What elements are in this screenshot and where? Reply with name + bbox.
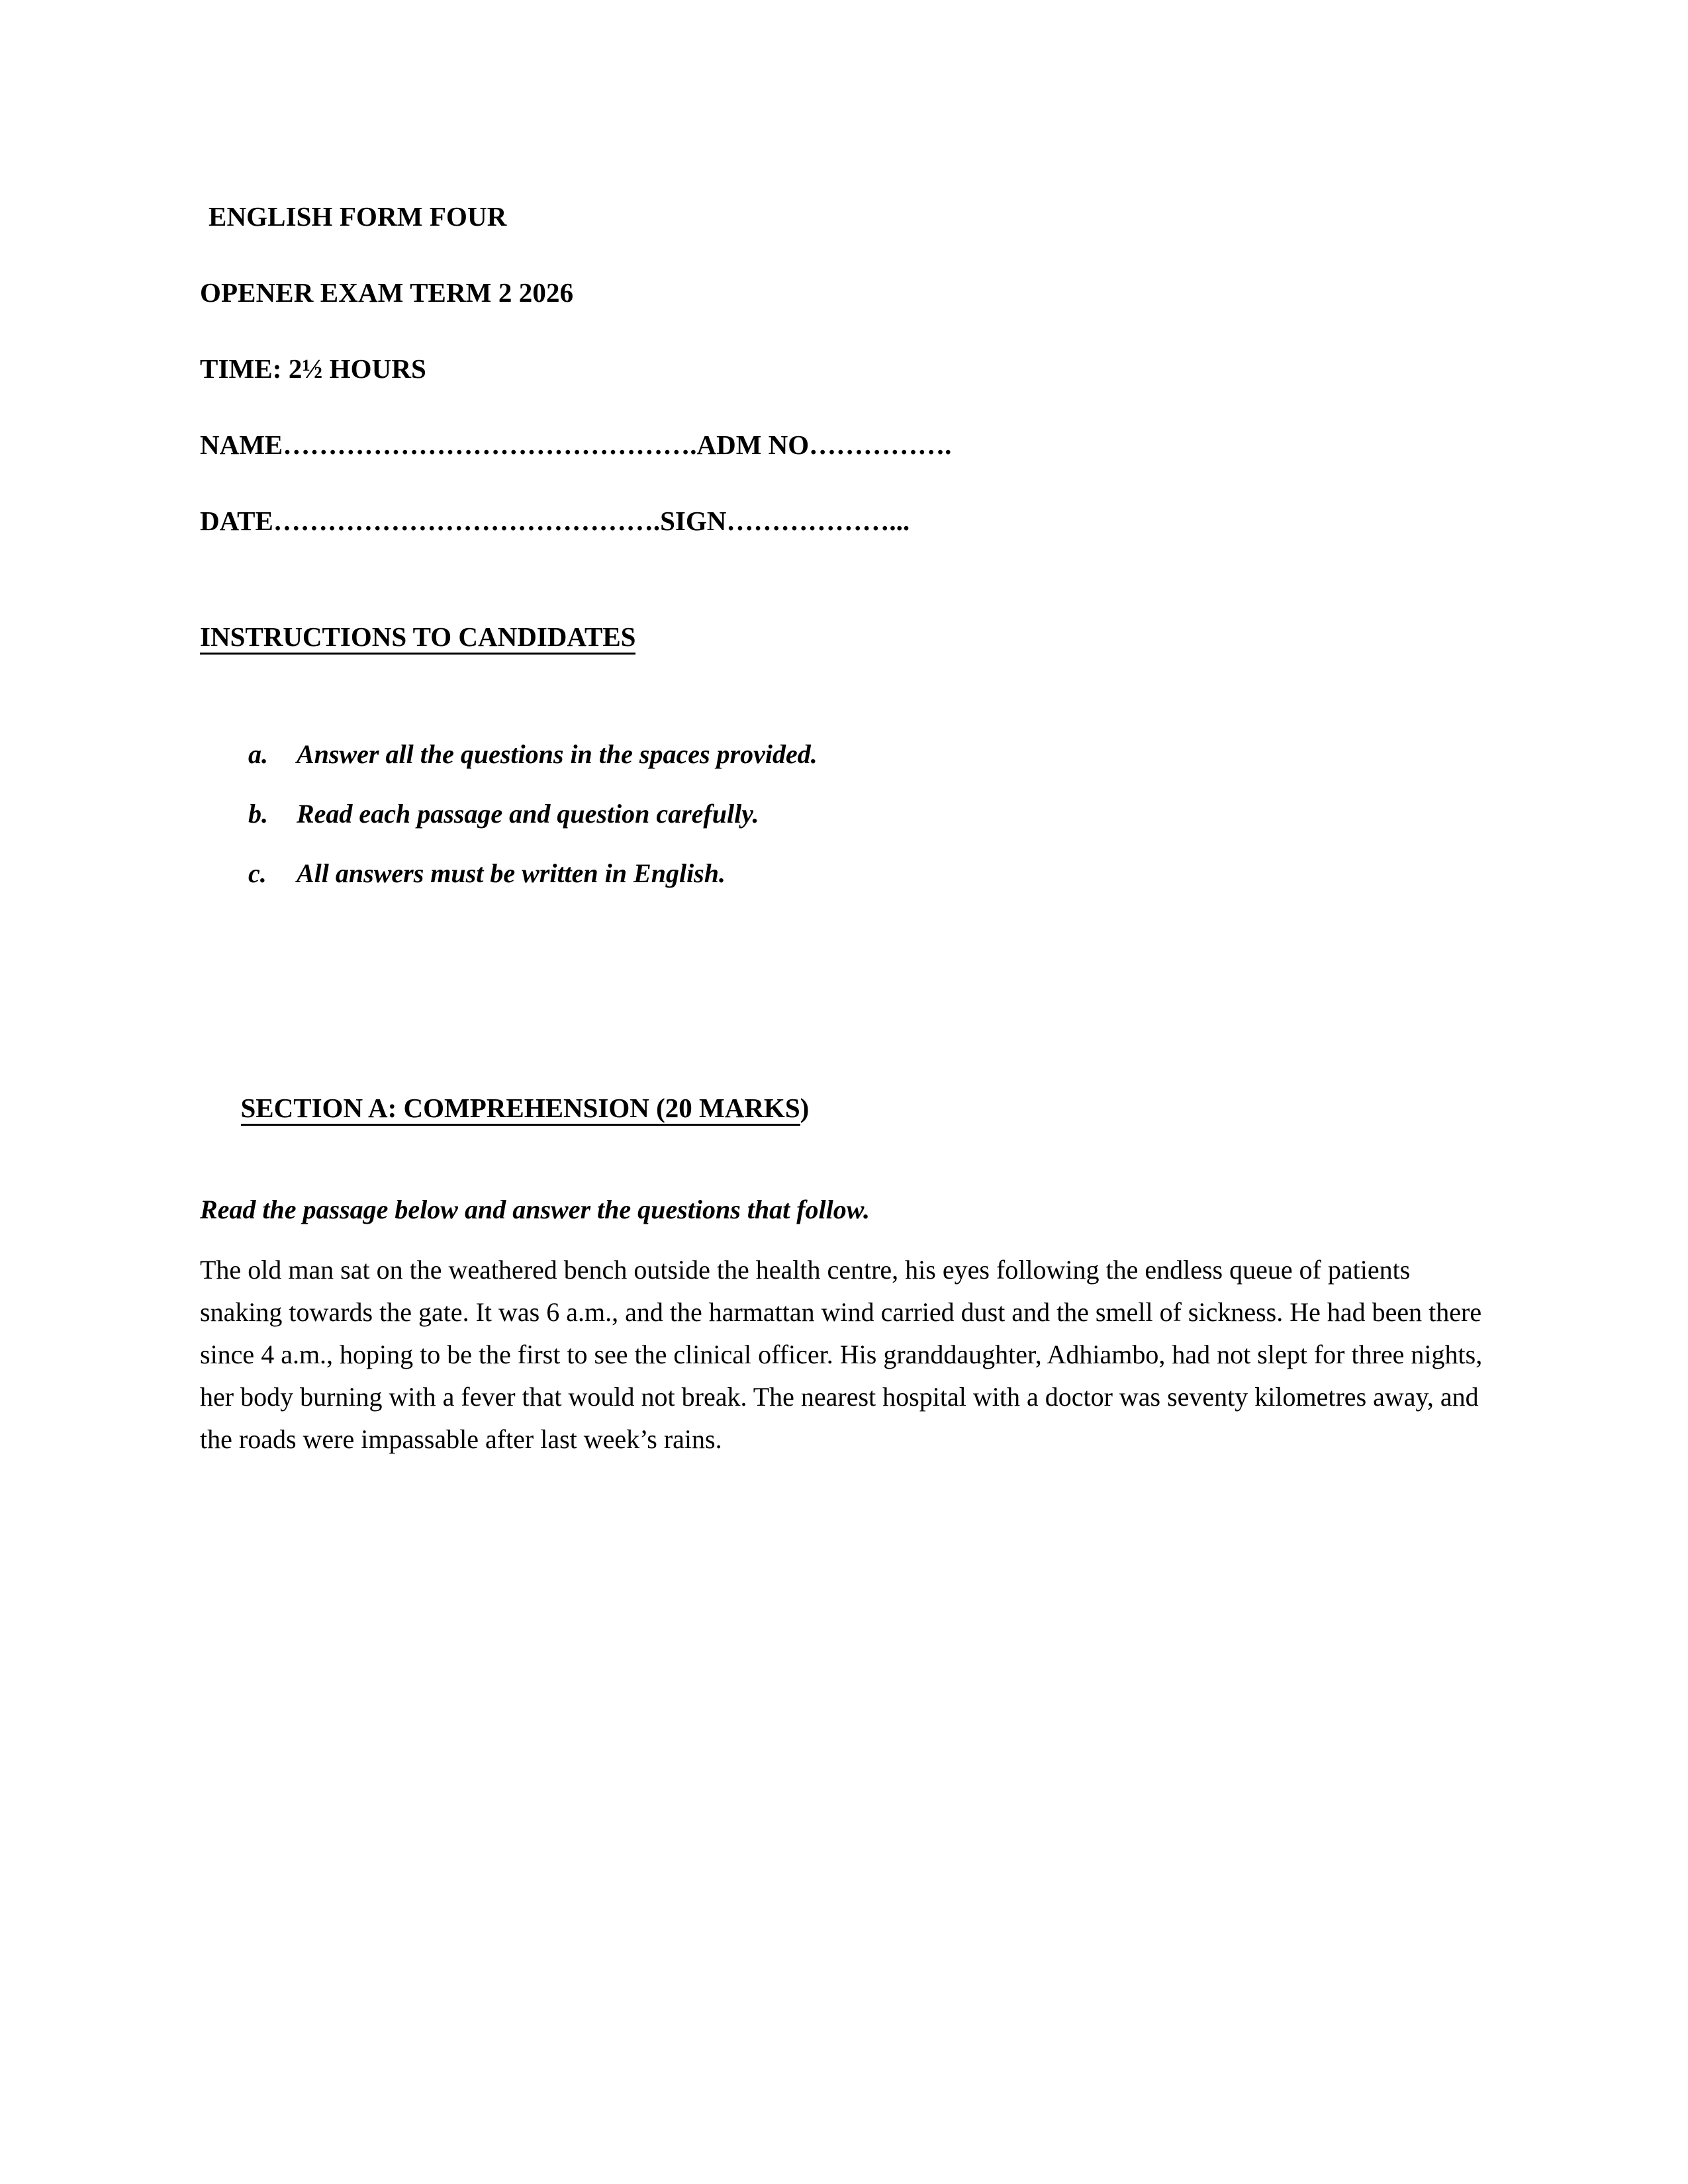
- spacer-before-instructions: [200, 559, 1487, 617]
- list-item: [200, 735, 1487, 774]
- spacer-before-instruction-list: [200, 656, 1487, 735]
- name-admno-field-line[interactable]: NAME……………………………………….ADM NO…………….: [200, 430, 952, 460]
- date-sign-field-line[interactable]: DATE…………………………………….SIGN………………...: [200, 506, 910, 536]
- list-item-label: Read each passage and question carefully.: [297, 799, 759, 829]
- passage-direction: Read the passage below and answer the questions that follow.: [200, 1195, 870, 1224]
- list-item-label: All answers must be written in English.: [297, 858, 726, 888]
- list-item: [200, 854, 1487, 893]
- list-item: [200, 795, 1487, 833]
- list-item-label: Answer all the questions in the spaces provided.: [297, 739, 818, 769]
- list-item-marker: c.: [248, 858, 267, 888]
- spacer-before-direction: [200, 1165, 1487, 1191]
- section-a-heading-text: SECTION A: COMPREHENSION (20 MARKS: [241, 1093, 800, 1126]
- exam-duration: TIME: 2½ HOURS: [200, 353, 426, 384]
- list-item-marker: a.: [248, 739, 268, 769]
- section-a-heading: [200, 1050, 809, 1165]
- instructions-heading-text: INSTRUCTIONS TO CANDIDATES: [200, 621, 635, 655]
- comprehension-passage: The old man sat on the weathered bench outside the health centre, his eyes following the endless queue of patients snaking towards the gate. It was 6 a.m., and the harmattan wind carried dust and the smell of sickness. He had been there since 4 a.m., hoping to be the first to see the clinical officer. His granddaughter, Adhiambo, had not slept for three nights, her body burning with a fever that would not break. The nearest hospital with a doctor was seventy kilometres away, and the roads were impassable after last week’s rains.: [200, 1255, 1483, 1454]
- instructions-list: [200, 735, 1487, 893]
- instructions-heading: [200, 617, 635, 656]
- list-item-marker: b.: [248, 799, 268, 829]
- spacer-before-section-a: [200, 914, 1487, 1050]
- exam-title: OPENER EXAM TERM 2 2026: [200, 277, 574, 308]
- document-body: [200, 179, 1487, 1461]
- section-a-heading-close-paren: ): [800, 1093, 810, 1123]
- spacer-before-passage: [200, 1229, 1487, 1249]
- subject-title: ENGLISH FORM FOUR: [209, 201, 507, 232]
